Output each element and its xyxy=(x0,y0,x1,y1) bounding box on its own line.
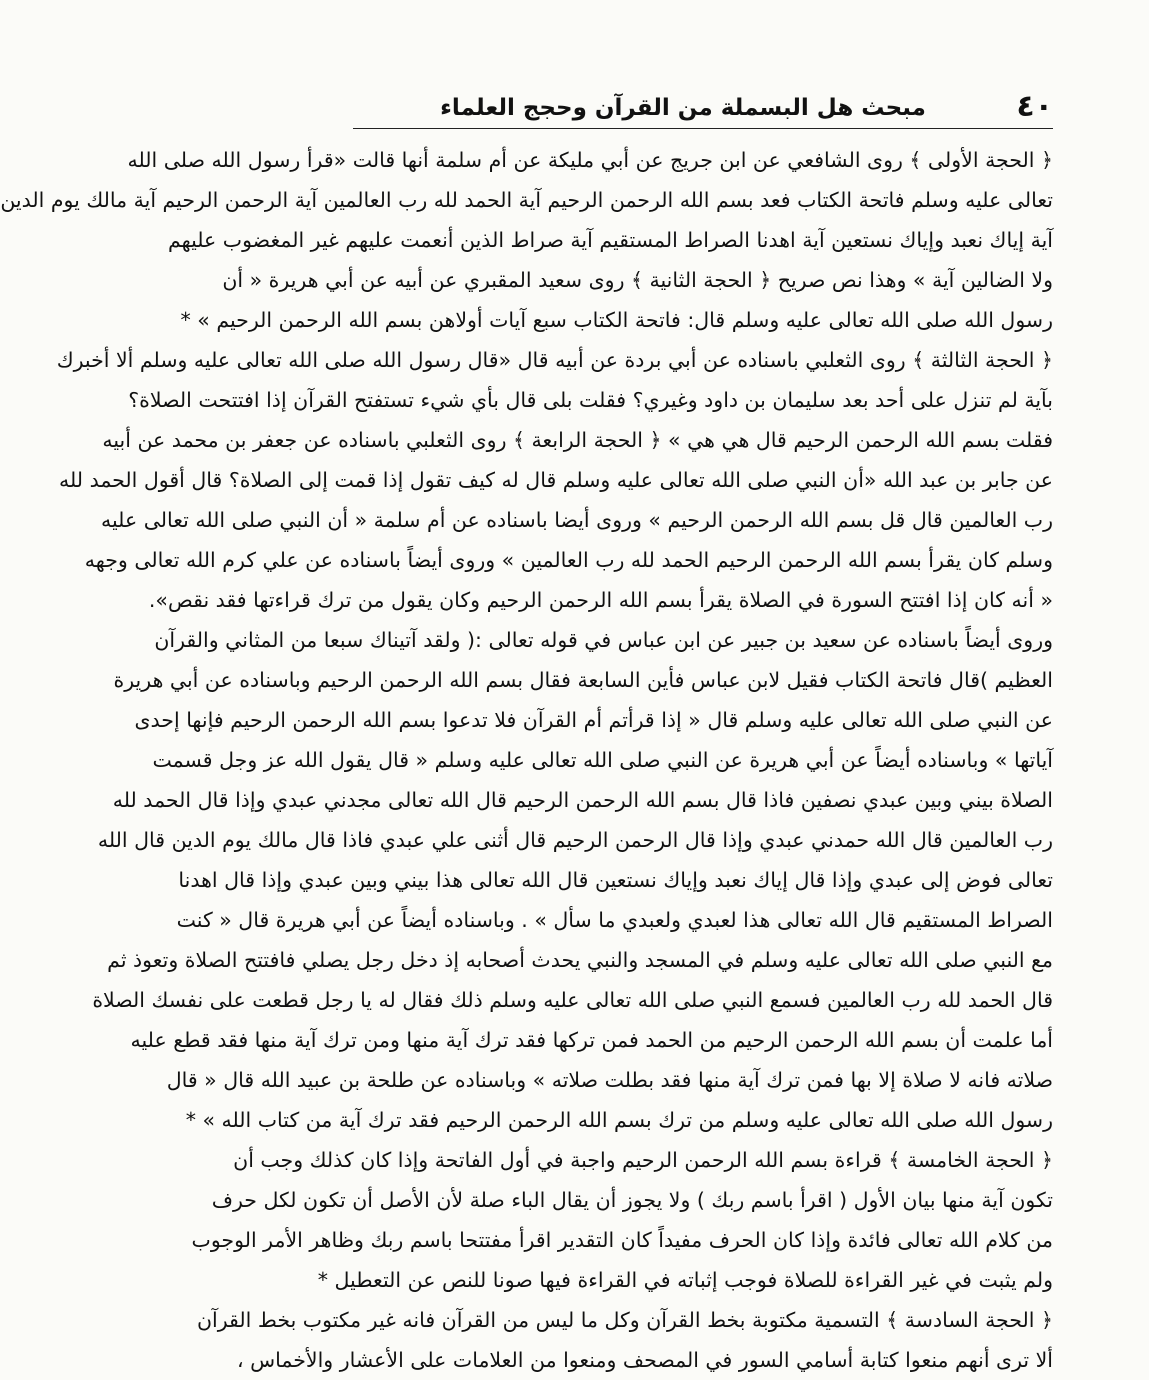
text-line: رسول الله صلى الله تعالى عليه وسلم قال: فاتحة الكتاب سبع آيات أولاهن بسم الله الرحمن الرحيم » * xyxy=(180,308,1053,332)
text-line: « أنه كان إذا افتتح السورة في الصلاة يقرأ بسم الله الرحمن الرحيم وكان يقول من ترك قراءتها فقد نقص». xyxy=(148,588,1053,612)
running-title: مبحث هل البسملة من القرآن وحجج العلماء xyxy=(440,95,926,121)
text-line: آياتها » وباسناده أيضاً عن أبي هريرة عن النبي صلى الله تعالى عليه وسلم « قال يقول الله عز وجل قسمت xyxy=(152,748,1053,772)
text-line: ولم يثبت في غير القراءة للصلاة فوجب إثباته في القراءة فيها صونا للنص عن التعطيل * xyxy=(317,1268,1053,1292)
text-line: ﴿ الحجة الثالثة ﴾ روى الثعلبي باسناده عن أبي بردة عن أبيه قال «قال رسول الله صلى الله تعالى عليه وسلم ألا أخبرك xyxy=(56,348,1053,372)
text-line: صلاته فانه لا صلاة إلا بها فمن ترك آية منها فقد بطلت صلاته » وباسناده عن طلحة بن عبيد الله قال « قال xyxy=(166,1068,1053,1092)
text-line: تعالى فوض إلى عبدي وإذا قال إياك نعبد وإياك نستعين قال الله تعالى هذا بيني وبين عبدي وإذا قال اهدنا xyxy=(178,868,1053,892)
text-line: ﴿ الحجة الخامسة ﴾ قراءة بسم الله الرحمن الرحيم واجبة في أول الفاتحة وإذا كان كذلك وجب أن xyxy=(233,1148,1053,1172)
text-line: فقلت بسم الله الرحمن الرحيم قال هي هي » ﴿ الحجة الرابعة ﴾ روى الثعلبي باسناده عن جعفر بن محمد عن أبيه xyxy=(102,428,1053,452)
text-line: ﴿ الحجة الأولى ﴾ روى الشافعي عن ابن جريج عن أبي مليكة عن أم سلمة أنها قالت «قرأ رسول الله صلى الله xyxy=(127,148,1053,172)
text-line: عن جابر بن عبد الله «أن النبي صلى الله تعالى عليه وسلم قال له كيف تقول إذا قمت إلى الصلاة؟ قال أقول الحمد لله xyxy=(59,468,1053,492)
text-line: تعالى عليه وسلم فاتحة الكتاب فعد بسم الله الرحمن الرحيم آية الحمد لله رب العالمين آية الرحمن الرحيم آية مالك يوم الدين xyxy=(0,188,1053,212)
text-line: رب العالمين قال قل بسم الله الرحمن الرحيم » وروى أيضا باسناده عن أم سلمة « أن النبي صلى الله تعالى عليه xyxy=(101,508,1053,532)
text-line: مع النبي صلى الله تعالى عليه وسلم في المسجد والنبي يحدث أصحابه إذ دخل رجل يصلي فافتتح الصلاة وتعوذ ثم xyxy=(107,948,1053,972)
text-line: الصلاة بيني وبين عبدي نصفين فاذا قال بسم الله الرحمن الرحيم قال الله تعالى مجدني عبدي وإذا قال الحمد لله xyxy=(112,788,1053,812)
text-line: آية إياك نعبد وإياك نستعين آية اهدنا الصراط المستقيم آية صراط الذين أنعمت عليهم غير المغضوب عليهم xyxy=(167,228,1053,252)
text-line: ألا ترى أنهم منعوا كتابة أسامي السور في المصحف ومنعوا من العلامات على الأعشار والأخماس ، xyxy=(236,1348,1053,1372)
text-line: العظيم )قال فاتحة الكتاب فقيل لابن عباس فأين السابعة فقال بسم الله الرحمن الرحيم وباسناده عن أبي هريرة xyxy=(113,668,1053,692)
text-line: بآية لم تنزل على أحد بعد سليمان بن داود وغيري؟ فقلت بلى قال بأي شيء تستفتح القرآن إذا افتتحت الصلاة؟ xyxy=(128,388,1053,412)
text-line: تكون آية منها بيان الأول ( اقرأ باسم ربك ) ولا يجوز أن يقال الباء صلة لأن الأصل أن تكون لكل حرف xyxy=(211,1188,1053,1212)
text-line: عن النبي صلى الله تعالى عليه وسلم قال « إذا قرأتم أم القرآن فلا تدعوا بسم الله الرحمن الرحيم فإنها إحدى xyxy=(134,708,1053,732)
text-line: رسول الله صلى الله تعالى عليه وسلم من ترك بسم الله الرحمن الرحيم فقد ترك آية من كتاب الله » * xyxy=(185,1108,1053,1132)
text-line: وسلم كان يقرأ بسم الله الرحمن الرحيم الحمد لله رب العالمين » وروى أيضاً باسناده عن علي كرم الله تعالى وجهه xyxy=(84,548,1053,572)
text-line: وروى أيضاً باسناده عن سعيد بن جبير عن ابن عباس في قوله تعالى :( ولقد آتيناك سبعا من المثاني والقرآن xyxy=(154,628,1053,652)
text-line: قال الحمد لله رب العالمين فسمع النبي صلى الله تعالى عليه وسلم ذلك فقال له يا رجل قطعت على نفسك الصلاة xyxy=(92,988,1053,1012)
page-header xyxy=(353,88,1053,129)
page-body xyxy=(0,140,1053,1380)
text-line: أما علمت أن بسم الله الرحمن الرحيم من الحمد فمن تركها فقد ترك آية منها ومن ترك آية منها فقد قطع عليه xyxy=(130,1028,1053,1052)
page-number: ٤٠ xyxy=(1016,89,1053,124)
text-line: ولا الضالين آية » وهذا نص صريح ﴿ الحجة الثانية ﴾ روى سعيد المقبري عن أبيه عن أبي هريرة « أن xyxy=(222,268,1053,292)
text-line: رب العالمين قال الله حمدني عبدي وإذا قال الرحمن الرحيم قال أثنى علي عبدي فاذا قال مالك يوم الدين قال الله xyxy=(97,828,1053,852)
text-line: ﴿ الحجة السادسة ﴾ التسمية مكتوبة بخط القرآن وكل ما ليس من القرآن فانه غير مكتوب بخط القرآن xyxy=(196,1308,1053,1332)
text-line: من كلام الله تعالى فائدة وإذا كان الحرف مفيداً كان التقدير اقرأ مفتتحا باسم ربك وظاهر الأمر الوجوب xyxy=(191,1228,1053,1252)
text-line: الصراط المستقيم قال الله تعالى هذا لعبدي ولعبدي ما سأل » . وباسناده أيضاً عن أبي هريرة قال « كنت xyxy=(176,908,1053,932)
